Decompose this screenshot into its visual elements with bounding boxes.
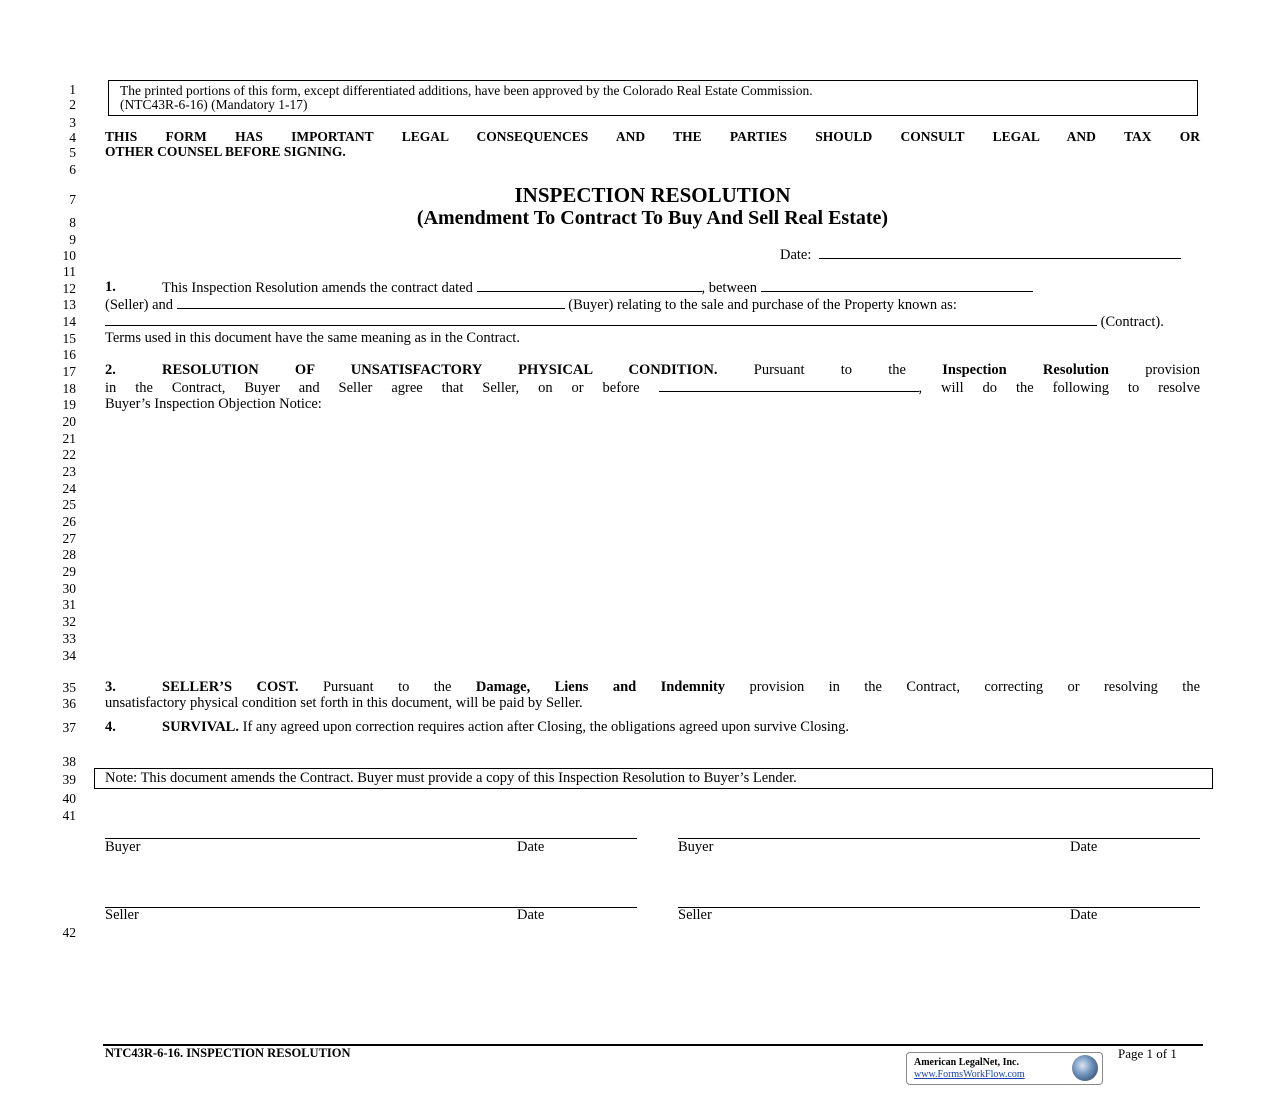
section4-line (162, 719, 849, 736)
buyer2-signature-line[interactable] (678, 838, 1200, 839)
line-number: 21 (62, 431, 76, 446)
line-number: 15 (62, 331, 76, 346)
seller1-label: Seller (105, 907, 139, 923)
line-number: 2 (69, 97, 76, 112)
lender-note-box (94, 768, 1213, 789)
resolution-items-area[interactable] (105, 414, 1200, 664)
line-number: 42 (62, 925, 76, 940)
section1-contract-label: (Contract). (1100, 314, 1164, 330)
line-number: 6 (69, 162, 76, 177)
line-number: 3 (69, 115, 76, 130)
section1-line2 (105, 296, 957, 314)
line-number: 19 (62, 397, 76, 412)
section1-line3 (105, 313, 1164, 331)
line-number: 29 (62, 564, 76, 579)
legalnet-logo[interactable] (906, 1052, 1103, 1085)
seller2-label: Seller (678, 907, 712, 923)
section1-buyer-text: (Buyer) relating to the sale and purchase of the Property known as: (568, 297, 957, 313)
legal-warning-line2: OTHER COUNSEL BEFORE SIGNING. (105, 144, 346, 159)
line-number: 9 (69, 232, 76, 247)
section2-line2-a: in the Contract, Buyer and Seller agree that Seller, on or before (105, 380, 640, 396)
section2-line1 (162, 362, 1200, 379)
line-number: 20 (62, 414, 76, 429)
line-number: 39 (62, 772, 76, 787)
section3-text-b: provision in the Contract, correcting or resolving the (749, 679, 1201, 695)
line-number: 11 (63, 264, 76, 279)
seller-name-blank[interactable] (761, 279, 1033, 292)
date-label: Date: (780, 247, 812, 263)
line-number: 5 (69, 145, 76, 160)
seller1-signature-line[interactable] (105, 907, 637, 908)
buyer2-date-label: Date (1070, 839, 1098, 855)
approval-notice-line1: The printed portions of this form, except differentiated additions, have been approved by the Colorado Real Estate Commission. (120, 83, 813, 98)
section2-text-b: provision (1145, 362, 1201, 378)
line-number: 4 (69, 130, 76, 145)
section2-heading: RESOLUTION OF UNSATISFACTORY PHYSICAL CONDITION. (162, 362, 718, 378)
line-number: 10 (62, 248, 76, 263)
approval-notice-box (108, 80, 1198, 116)
section1-line1 (162, 279, 1033, 297)
line-number: 36 (62, 696, 76, 711)
line-number: 14 (62, 314, 76, 329)
date-blank[interactable] (819, 246, 1181, 259)
line-number: 34 (62, 648, 76, 663)
line-number: 27 (62, 531, 76, 546)
line-number: 13 (62, 297, 76, 312)
section1-terms: Terms used in this document have the same meaning as in the Contract. (105, 330, 520, 346)
seller2-signature-line[interactable] (678, 907, 1200, 908)
buyer1-date-label: Date (517, 839, 545, 855)
line-number: 32 (62, 614, 76, 629)
line-number: 30 (62, 581, 76, 596)
line-number: 25 (62, 497, 76, 512)
section3-text-a: Pursuant to the (322, 679, 452, 695)
line-number: 28 (62, 547, 76, 562)
section2-number: 2. (105, 362, 116, 378)
date-field-row (780, 246, 1181, 264)
section1-text-a: This Inspection Resolution amends the contract dated (162, 280, 473, 296)
section2-line2 (105, 379, 1200, 397)
approval-notice-line2: (NTC43R-6-16) (Mandatory 1-17) (120, 97, 308, 112)
line-number: 41 (62, 808, 76, 823)
section4-heading: SURVIVAL. (162, 719, 239, 735)
section3-heading: SELLER’S COST. (162, 679, 299, 695)
section3-number: 3. (105, 679, 116, 695)
section2-line3: Buyer’s Inspection Objection Notice: (105, 396, 322, 412)
section2-bold-term: Inspection Resolution (942, 362, 1109, 378)
line-number: 8 (69, 215, 76, 230)
line-number: 31 (62, 597, 76, 612)
section3-bold-term: Damage, Liens and Indemnity (475, 679, 726, 695)
line-number: 12 (62, 281, 76, 296)
section1-text-b: , between (701, 280, 758, 296)
section4-text: If any agreed upon correction requires action after Closing, the obligations agreed upon survive Closing. (242, 719, 850, 735)
section1-number: 1. (105, 279, 116, 295)
footer-form-id: NTC43R-6-16. INSPECTION RESOLUTION (105, 1046, 351, 1060)
line-number: 17 (62, 364, 76, 379)
seller2-date-label: Date (1070, 907, 1098, 923)
line-number: 16 (62, 347, 76, 362)
section4-number: 4. (105, 719, 116, 735)
section2-line2-b: , will do the following to resolve (918, 380, 1201, 396)
globe-icon (1072, 1055, 1098, 1081)
line-number: 37 (62, 720, 76, 735)
line-number: 24 (62, 481, 76, 496)
line-number: 26 (62, 514, 76, 529)
buyer1-label: Buyer (105, 839, 141, 855)
footer-page-number: Page 1 of 1 (1118, 1046, 1177, 1061)
section1-seller-label: (Seller) and (105, 297, 174, 313)
lender-note-text: Note: This document amends the Contract. Buyer must provide a copy of this Inspection Resolution to Buyer’s Lender. (105, 770, 797, 786)
line-number: 23 (62, 464, 76, 479)
buyer2-label: Buyer (678, 839, 714, 855)
property-address-blank[interactable] (105, 313, 1097, 326)
section3-line1 (162, 679, 1200, 696)
line-number: 35 (62, 680, 76, 695)
line-number: 38 (62, 754, 76, 769)
logo-url-link[interactable]: www.FormsWorkFlow.com (914, 1069, 1025, 1080)
page-title: INSPECTION RESOLUTION (514, 183, 791, 207)
line-number: 7 (69, 192, 76, 207)
line-number: 40 (62, 791, 76, 806)
line-number: 1 (69, 82, 76, 97)
section3-line2: unsatisfactory physical condition set forth in this document, will be paid by Seller. (105, 695, 583, 711)
seller1-date-label: Date (517, 907, 545, 923)
resolution-deadline-blank[interactable] (659, 379, 919, 392)
line-number: 22 (62, 447, 76, 462)
line-number: 18 (62, 381, 76, 396)
section2-text-a: Pursuant to the (753, 362, 906, 378)
buyer1-signature-line[interactable] (105, 838, 637, 839)
buyer-name-blank[interactable] (177, 296, 565, 309)
line-number: 33 (62, 631, 76, 646)
logo-company-name: American LegalNet, Inc. (914, 1057, 1019, 1068)
contract-date-blank[interactable] (477, 279, 702, 292)
legal-warning-line1: THIS FORM HAS IMPORTANT LEGAL CONSEQUENCES AND THE PARTIES SHOULD CONSULT LEGAL AND TAX OR (105, 129, 1200, 144)
page-subtitle: (Amendment To Contract To Buy And Sell Real Estate) (416, 207, 889, 229)
